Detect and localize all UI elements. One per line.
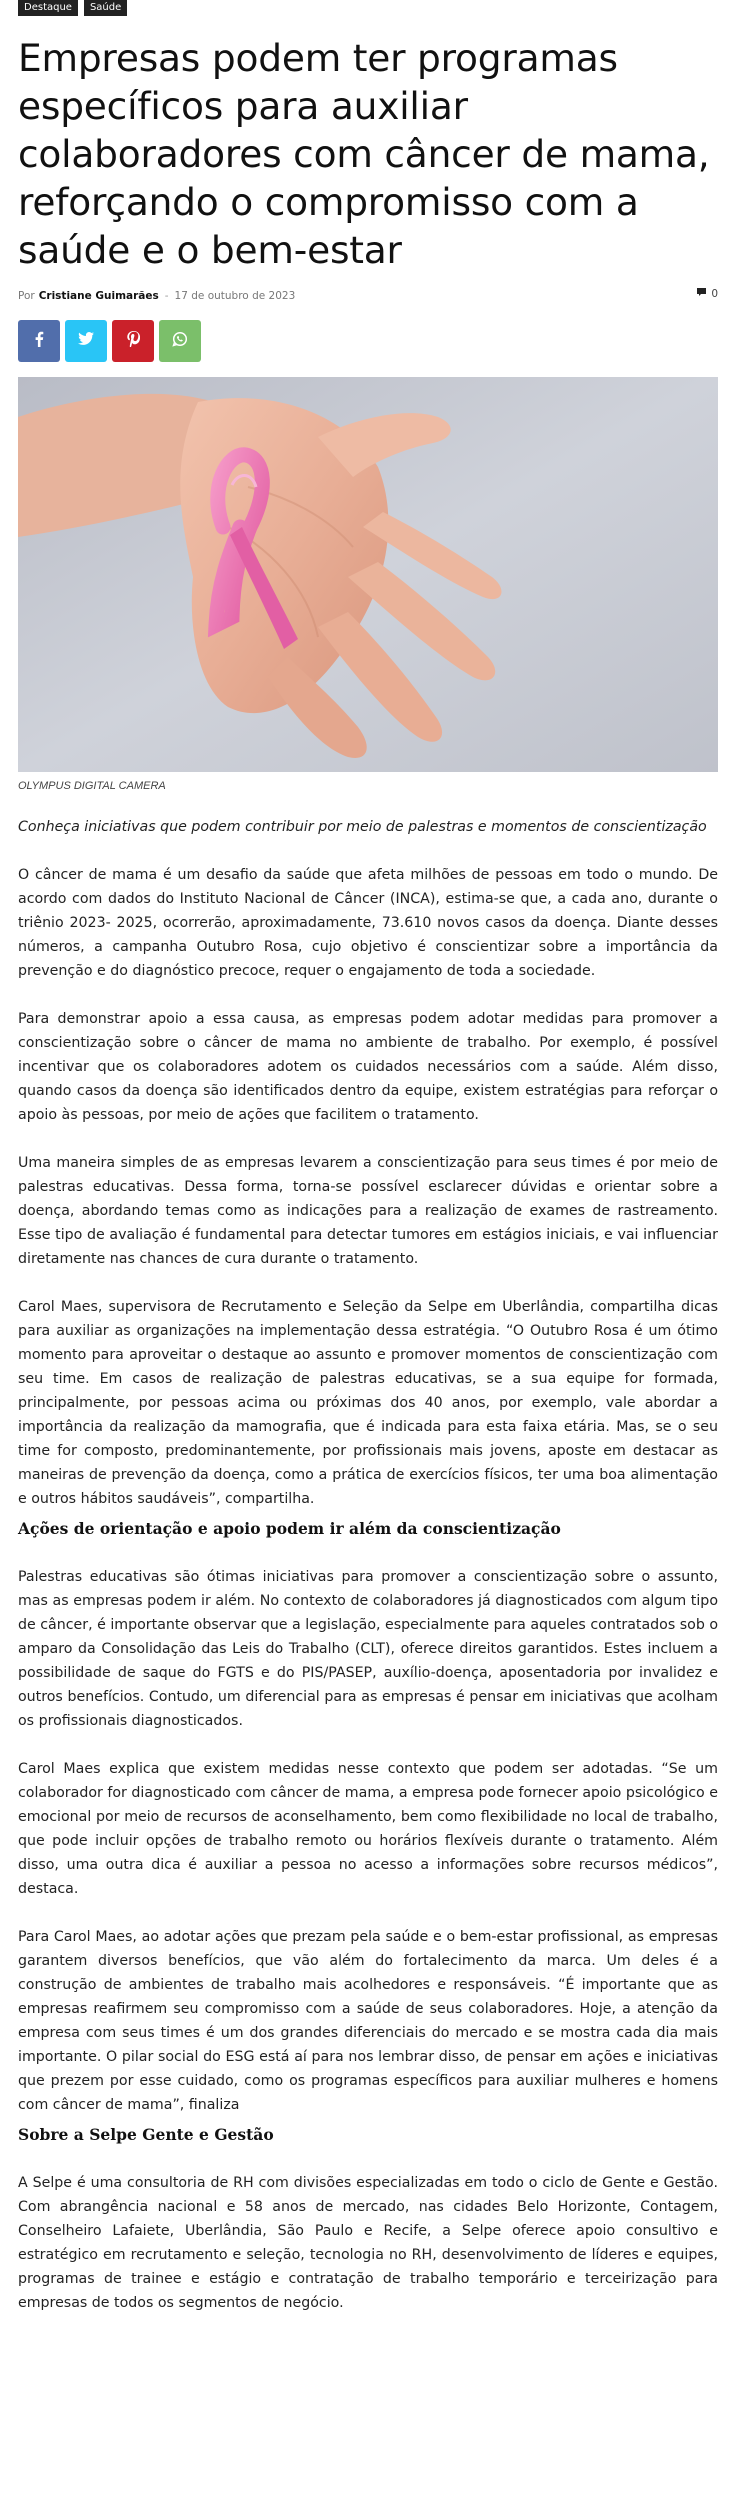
share-buttons (18, 320, 718, 362)
by-label: Por (18, 290, 35, 302)
paragraph: Para demonstrar apoio a essa causa, as empresas podem adotar medidas para promover a conscientização sobre o câncer de mama no ambiente de trabalho. Por exemplo, é possível incentivar que os colaboradores adotem os cuidados necessários com a saúde. Além disso, quando casos da doença são identificados dentro da equipe, existem estratégias para reforçar o apoio às pessoas, por meio de ações que facilitem o tratamento. (18, 1011, 718, 1123)
section-heading: Ações de orientação e apoio podem ir além da conscientização (18, 1519, 561, 1538)
article-hero-image (18, 377, 718, 772)
paragraph: Carol Maes explica que existem medidas nesse contexto que podem ser adotadas. “Se um colaborador for diagnosticado com câncer de mama, a empresa pode fornecer apoio psicológico e emocional por meio de recursos de aconselhamento, bem como flexibilidade no local de trabalho, que pode incluir opções de trabalho remoto ou horários flexíveis durante o tratamento. Além disso, uma outra dica é auxiliar a pessoa no acesso a informações sobre recursos médicos”, destaca. (18, 1761, 718, 1897)
section-heading: Sobre a Selpe Gente e Gestão (18, 2125, 274, 2144)
share-pinterest-button[interactable] (112, 320, 154, 362)
article-title: Empresas podem ter programas específicos para auxiliar colaboradores com câncer de mama, reforçando o compromisso com a saúde e o bem-estar (18, 36, 710, 272)
paragraph: Palestras educativas são ótimas iniciativas para promover a conscientização sobre o assunto, mas as empresas podem ir além. No contexto de colaboradores já diagnosticados com algum tipo de câncer, é importante observar que a legislação, especialmente para aqueles contratados sob o amparo da Consolidação das Leis do Trabalho (CLT), oferece direitos garantidos. Estes incluem a possibilidade de saque do FGTS e do PIS/PASEP, auxílio-doença, aposentadoria por invalidez e outros benefícios. Contudo, um diferencial para as empresas é pensar em iniciativas que acolham os profissionais diagnosticados. (18, 1569, 719, 1729)
share-twitter-button[interactable] (65, 320, 107, 362)
hand-with-pink-ribbon-illustration (18, 377, 718, 772)
paragraph: A Selpe é uma consultoria de RH com divisões especializadas em todo o ciclo de Gente e Gestão. Com abrangência nacional e 58 anos de mercado, nas cidades Belo Horizonte, Contagem, Conselheiro Lafaiete, Uberlândia, São Paulo e Recife, a Selpe oferece apoio consultivo e estratégico em recrutamento e seleção, tecnologia no RH, desenvolvimento de líderes e equipes, programas de trainee e estágio e contratação de trabalho temporário e terceirização para empresas de todos os segmentos de negócio. (18, 2175, 718, 2311)
category-tag-destaque[interactable]: Destaque (18, 0, 78, 16)
meta-separator: - (164, 290, 169, 302)
pinterest-icon (127, 331, 140, 352)
facebook-icon (34, 331, 44, 352)
whatsapp-icon (172, 331, 188, 352)
twitter-icon (78, 332, 94, 350)
comments-link[interactable] (696, 287, 718, 300)
paragraph: Uma maneira simples de as empresas levarem a conscientização para seus times é por meio de palestras educativas. Dessa forma, torna-se possível esclarecer dúvidas e orientar sobre a doença, abordando temas como as indicações para a realização de exames de rastreamento. Esse tipo de avaliação é fundamental para detectar tumores em estágios iniciais, e vai influenciar diretamente nas chances de cura durante o tratamento. (18, 1155, 718, 1267)
category-tags (18, 0, 718, 16)
comment-icon (696, 287, 707, 300)
paragraph: Carol Maes, supervisora de Recrutamento e Seleção da Selpe em Uberlândia, compartilha dicas para auxiliar as organizações na implementação dessa estratégia. “O Outubro Rosa é um ótimo momento para aproveitar o destaque ao assunto e promover momentos de conscientização com seu time. Em casos de realização de palestras educativas, se a sua equipe for formada, principalmente, por pessoas acima ou próximas dos 40 anos, por exemplo, vale abordar a importância da realização da mamografia, que é indicada para esta faixa etária. Mas, se o seu time for composto, predominantemente, por profissionais mais jovens, aposte em destacar as maneiras de prevenção da doença, como a prática de exercícios físicos, ter uma boa alimentação e outros hábitos saudáveis”, compartilha. (18, 1299, 718, 1507)
author-link[interactable]: Cristiane Guimarães (38, 290, 159, 302)
share-whatsapp-button[interactable] (159, 320, 201, 362)
image-caption: OLYMPUS DIGITAL CAMERA (18, 780, 166, 792)
paragraph: O câncer de mama é um desafio da saúde que afeta milhões de pessoas em todo o mundo. De acordo com dados do Instituto Nacional de Câncer (INCA), estima-se que, a cada ano, durante o triênio 2023- 2025, ocorrerão, aproximadamente, 73.610 novos casos da doença. Diante desses números, a campanha Outubro Rosa, cujo objetivo é conscientizar sobre a importância da prevenção e do diagnóstico precoce, requer o engajamento de toda a sociedade. (18, 867, 718, 979)
article-lead: Conheça iniciativas que podem contribuir por meio de palestras e momentos de conscientização (18, 819, 707, 835)
category-tag-saude[interactable]: Saúde (84, 0, 127, 16)
comment-count: 0 (711, 287, 718, 300)
share-facebook-button[interactable] (18, 320, 60, 362)
article-meta (18, 287, 718, 305)
post-date: 17 de outubro de 2023 (174, 290, 296, 302)
article-body (18, 815, 718, 2315)
paragraph: Para Carol Maes, ao adotar ações que prezam pela saúde e o bem-estar profissional, as empresas garantem diversos benefícios, que vão além do fortalecimento da marca. Um deles é a construção de ambientes de trabalho mais acolhedores e responsáveis. “É importante que as empresas reafirmem seu compromisso com a saúde de seus colaboradores. Hoje, a atenção da empresa com seus times é um dos grandes diferenciais do mercado e se mostra cada dia mais importante. O pilar social do ESG está aí para nos lembrar disso, de pensar em ações e iniciativas que prezem por esse cuidado, como os programas específicos para auxiliar mulheres e homens com câncer de mama”, finaliza (18, 1929, 718, 2113)
